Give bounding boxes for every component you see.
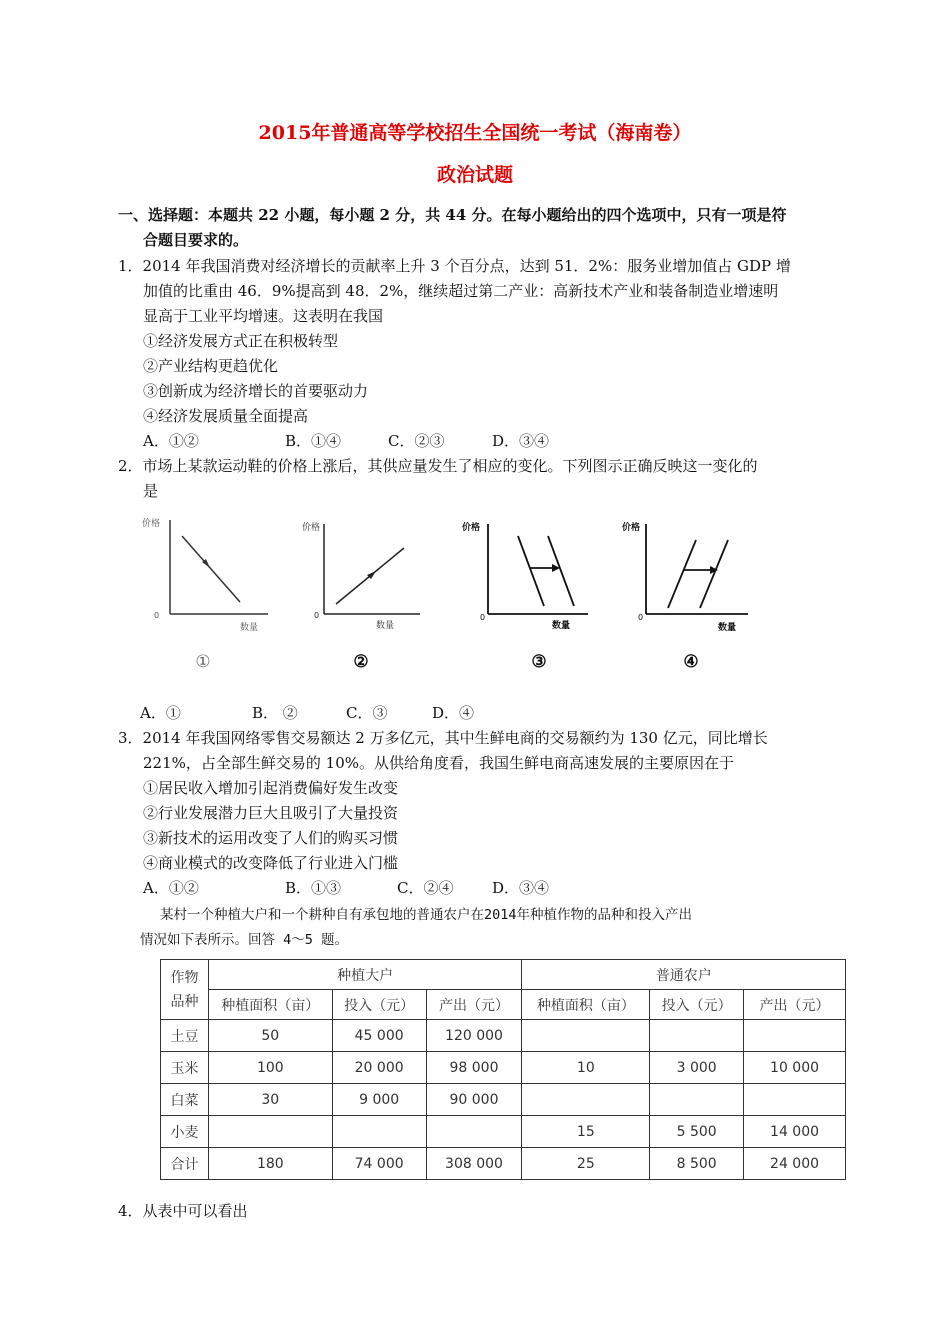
q3-item: ①居民收入增加引起消费偏好发生改变 [143, 779, 399, 797]
q3-option-c: C．②④ [397, 879, 454, 897]
q1-item: ③创新成为经济增长的首要驱动力 [143, 382, 369, 400]
table-row [161, 1116, 846, 1148]
table-row [161, 1052, 846, 1084]
table-cell: 50 [208, 1020, 332, 1052]
q1-item: ①经济发展方式正在积极转型 [143, 332, 339, 350]
q3-option-b: B．①③ [285, 879, 342, 897]
q1-option-b: B．①④ [285, 432, 342, 450]
table-cell: 30 [208, 1084, 332, 1116]
table-cell [650, 1020, 744, 1052]
table-cell: 24 000 [744, 1148, 846, 1180]
table-cell: 98 000 [426, 1052, 522, 1084]
table-cell: 90 000 [426, 1084, 522, 1116]
table-cell: 15 [522, 1116, 650, 1148]
table-cell: 10 [522, 1052, 650, 1084]
graph-2-origin: 0 [314, 611, 320, 620]
table-cell [208, 1116, 332, 1148]
graph-4-origin: 0 [638, 613, 644, 622]
table-cell: 14 000 [744, 1116, 846, 1148]
q2-option-d: D．④ [432, 704, 475, 722]
q2-stem: 是 [143, 482, 159, 500]
group-header-large-farmer: 种植大户 [208, 960, 522, 990]
graph-3-label: ③ [531, 652, 547, 672]
graph-2-ylabel: 价格 [302, 523, 321, 533]
table-cell: 3 000 [650, 1052, 744, 1084]
q3-option-a: A．①② [143, 879, 199, 897]
table-row-total [161, 1148, 846, 1180]
graph-3-ylabel: 价格 [462, 523, 481, 533]
table-cell: 8 500 [650, 1148, 744, 1180]
col-header: 种植面积（亩） [522, 990, 650, 1020]
q1-option-d: D．③④ [492, 432, 550, 450]
graph-2-label: ② [353, 652, 369, 672]
graph-4 [620, 512, 760, 632]
col-header: 产出（元） [744, 990, 846, 1020]
q1-option-c: C．②③ [388, 432, 445, 450]
row-label: 玉米 [161, 1052, 209, 1084]
table-cell: 20 000 [332, 1052, 426, 1084]
table-row [161, 1084, 846, 1116]
q3-option-d: D．③④ [492, 879, 550, 897]
q3-stem: 221%，占全部生鲜交易的 10%。从供给角度看，我国生鲜电商高速发展的主要原因在于 [143, 754, 734, 772]
row-label: 土豆 [161, 1020, 209, 1052]
col-header: 产出（元） [426, 990, 522, 1020]
col-header: 种植面积（亩） [208, 990, 332, 1020]
q1-item: ②产业结构更趋优化 [143, 357, 279, 375]
table-cell [744, 1084, 846, 1116]
q3-item: ④商业模式的改变降低了行业进入门槛 [143, 854, 399, 872]
table-cell: 5 500 [650, 1116, 744, 1148]
intro-text: 某村一个种植大户和一个耕种自有承包地的普通农户在2014年种植作物的品种和投入产出 [160, 907, 693, 923]
q1-item: ④经济发展质量全面提高 [143, 407, 309, 425]
table-cell: 9 000 [332, 1084, 426, 1116]
q1-stem: 1．2014 年我国消费对经济增长的贡献率上升 3 个百分点，达到 51．2%：服务业增加值占 GDP 增 [118, 257, 791, 275]
row-label: 白菜 [161, 1084, 209, 1116]
section-heading: 一、选择题：本题共 22 小题，每小题 2 分，共 44 分。在每小题给出的四个选项中，只有一项是符 [118, 206, 787, 224]
table-cell [650, 1084, 744, 1116]
graph-3-xlabel: 数量 [552, 621, 571, 631]
table-cell: 308 000 [426, 1148, 522, 1180]
table-cell: 180 [208, 1148, 332, 1180]
q2-stem: 2．市场上某款运动鞋的价格上涨后，其供应量发生了相应的变化。下列图示正确反映这一变化的 [118, 457, 758, 475]
table-row [161, 1020, 846, 1052]
graph-4-label: ④ [683, 652, 699, 672]
table-cell: 100 [208, 1052, 332, 1084]
q4-stem: 4．从表中可以看出 [118, 1202, 248, 1220]
table-corner: 作物 品种 [161, 960, 209, 1020]
section-heading-cont: 合题目要求的。 [143, 231, 249, 249]
graph-1-label: ① [195, 652, 211, 672]
graph-3-origin: 0 [480, 613, 486, 622]
exam-title: 2015年普通高等学校招生全国统一考试（海南卷） [258, 122, 692, 144]
q3-stem: 3．2014 年我国网络零售交易额达 2 万多亿元，其中生鲜电商的交易额约为 130 亿元，同比增长 [118, 729, 768, 747]
exam-subtitle: 政治试题 [436, 164, 513, 186]
table-cell [522, 1084, 650, 1116]
graph-2-xlabel: 数量 [376, 621, 395, 631]
q2-option-a: A．① [140, 704, 181, 722]
row-label: 小麦 [161, 1116, 209, 1148]
col-header: 投入（元） [650, 990, 744, 1020]
q1-stem: 显高于工业平均增速。这表明在我国 [143, 307, 384, 325]
table-cell: 74 000 [332, 1148, 426, 1180]
graph-1-ylabel: 价格 [142, 519, 161, 529]
graph-1-xlabel: 数量 [240, 623, 259, 632]
graph-1 [140, 512, 280, 632]
graph-3 [460, 512, 600, 632]
table-cell [522, 1020, 650, 1052]
q1-option-a: A．①② [143, 432, 199, 450]
q2-option-c: C．③ [346, 704, 388, 722]
table-cell [744, 1020, 846, 1052]
table-cell: 25 [522, 1148, 650, 1180]
q3-item: ③新技术的运用改变了人们的购买习惯 [143, 829, 399, 847]
q1-stem: 加值的比重由 46．9%提高到 48．2%，继续超过第二产业：高新技术产业和装备制造业增速明 [143, 282, 779, 300]
col-header: 投入（元） [332, 990, 426, 1020]
table-cell [426, 1116, 522, 1148]
q2-option-b: B． ② [252, 704, 298, 722]
table-cell: 45 000 [332, 1020, 426, 1052]
table-cell: 10 000 [744, 1052, 846, 1084]
graph-2 [300, 512, 440, 632]
row-label: 合计 [161, 1148, 209, 1180]
graph-1-origin: 0 [154, 611, 160, 620]
crop-table [160, 959, 846, 1180]
graph-4-xlabel: 数量 [718, 623, 737, 632]
table-cell [332, 1116, 426, 1148]
group-header-ordinary-farmer: 普通农户 [522, 960, 846, 990]
q3-item: ②行业发展潜力巨大且吸引了大量投资 [143, 804, 399, 822]
table-cell: 120 000 [426, 1020, 522, 1052]
graph-4-ylabel: 价格 [622, 523, 641, 533]
intro-text: 情况如下表所示。回答 4～5 题。 [140, 932, 349, 948]
